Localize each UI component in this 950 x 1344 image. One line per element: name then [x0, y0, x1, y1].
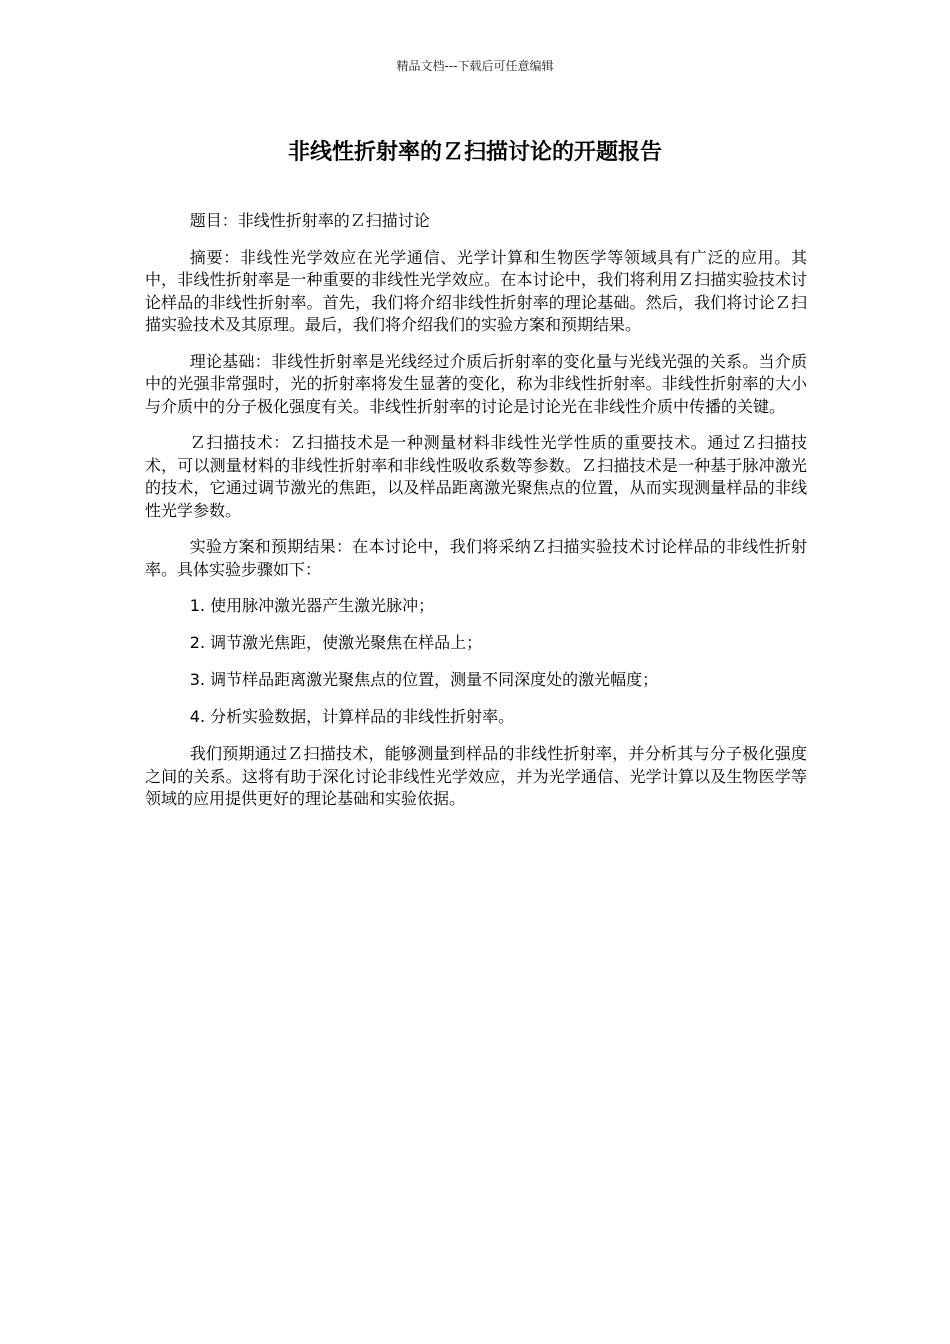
abstract-paragraph: 摘要：非线性光学效应在光学通信、光学计算和生物医学等领域具有广泛的应用。其中，非线性折射率是一种重要的非线性光学效应。在本讨论中，我们将利用Ｚ扫描实验技术讨论样品的非线性折射率。首先，我们将介绍非线性折射率的理论基础。然后，我们将讨论Ｚ扫描实验技术及其原理。最后，我们将介绍我们的实验方案和预期结果。 — [145, 247, 807, 334]
experiment-step: 3. 调节样品距离激光聚焦点的位置，测量不同深度处的激光幅度； — [189, 670, 659, 689]
experiment-step: 2. 调节激光焦距，使激光聚焦在样品上； — [189, 633, 483, 652]
conclusion-paragraph: 我们预期通过Ｚ扫描技术，能够测量到样品的非线性折射率，并分析其与分子极化强度之间的关系。这将有助于深化讨论非线性光学效应，并为光学通信、光学计算以及生物医学等领域的应用提供更好的理论基础和实验依据。 — [145, 744, 807, 808]
document-title: 非线性折射率的Ｚ扫描讨论的开题报告 — [287, 140, 662, 165]
experiment-step: 1. 使用脉冲激光器产生激光脉冲； — [189, 596, 435, 615]
z-scan-technique-paragraph: Ｚ扫描技术：Ｚ扫描技术是一种测量材料非线性光学性质的重要技术。通过Ｚ扫描技术，可以测量材料的非线性折射率和非线性吸收系数等参数。Ｚ扫描技术是一种基于脉冲激光的技术，它通过调节激光的焦距，以及样品距离激光聚焦点的位置，从而实现测量样品的非线性光学参数。 — [145, 433, 807, 520]
experiment-step: 4. 分析实验数据，计算样品的非线性折射率。 — [189, 707, 515, 726]
document-body — [145, 210, 807, 825]
experiment-plan-paragraph: 实验方案和预期结果：在本讨论中，我们将采纳Ｚ扫描实验技术讨论样品的非线性折射率。具体实验步骤如下： — [145, 537, 807, 579]
subject-paragraph: 题目：非线性折射率的Ｚ扫描讨论 — [189, 211, 430, 230]
page-header: 精品文档---下载后可任意编辑 — [396, 59, 554, 73]
theory-paragraph: 理论基础：非线性折射率是光线经过介质后折射率的变化量与光线光强的关系。当介质中的光强非常强时，光的折射率将发生显著的变化，称为非线性折射率。非线性折射率的大小与介质中的分子极化强度有关。非线性折射率的讨论是讨论光在非线性介质中传播的关键。 — [145, 351, 807, 416]
